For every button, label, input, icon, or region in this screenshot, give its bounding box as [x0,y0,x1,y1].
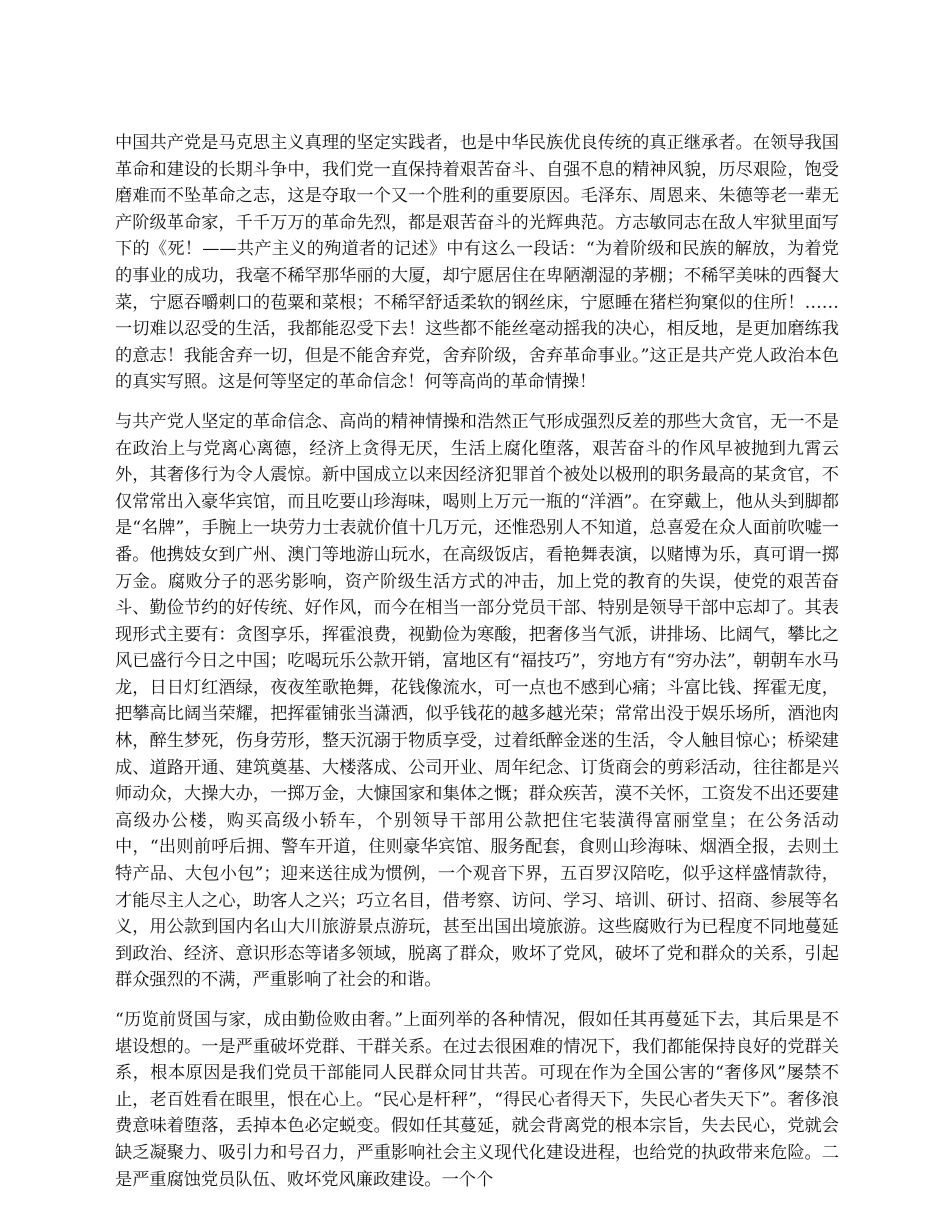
paragraph-2: 与共产党人坚定的革命信念、高尚的精神情操和浩然正气形成强烈反差的那些大贪官，无一不是在政治上与党离心离德，经济上贪得无厌，生活上腐化堕落，艰苦奋斗的作风早被抛到九霄云外，其奢侈行为令人震惊。新中国成立以来因经济犯罪首个被处以极刑的职务最高的某贪官，不仅常常出入豪华宾馆，而且吃要山珍海味，喝则上万元一瓶的“洋酒”。在穿戴上，他从头到脚都是“名牌”，手腕上一块劳力士表就价值十几万元，还惟恐别人不知道，总喜爱在众人面前吹嘘一番。他携妓女到广州、澳门等地游山玩水，在高级饭店，看艳舞表演，以赌博为乐，真可谓一掷万金。腐败分子的恶劣影响，资产阶级生活方式的冲击，加上党的教育的失误，使党的艰苦奋斗、勤俭节约的好传统、好作风，而今在相当一部分党员干部、特别是领导干部中忘却了。其表现形式主要有：贪图享乐，挥霍浪费，视勤俭为寒酸，把奢侈当气派，讲排场、比阔气，攀比之风已盛行今日之中国；吃喝玩乐公款开销，富地区有“福技巧”，穷地方有“穷办法”，朝朝车水马龙，日日灯红酒绿，夜夜笙歌艳舞，花钱像流水，可一点也不感到心痛；斗富比钱、挥霍无度，把攀高比阔当荣耀，把挥霍铺张当潇洒，似乎钱花的越多越光荣；常常出没于娱乐场所，酒池肉林，醉生梦死，伤身劳形，整天沉溺于物质享受，过着纸醉金迷的生活，令人触目惊心；桥梁建成、道路开通、建筑奠基、大楼落成、公司开业、周年纪念、订货商会的剪彩活动，往往都是兴师动众，大操大办，一掷万金，大慷国家和集体之慨；群众疾苦，漠不关怀，工资发不出还要建高级办公楼，购买高级小轿车，个别领导干部用公款把住宅装潢得富丽堂皇；在公务活动中，“出则前呼后拥、警车开道，住则豪华宾馆、服务配套，食则山珍海味、烟酒全报，去则土特产品、大包小包”；迎来送往成为惯例，一个观音下界，五百罗汉陪吃，似乎这样盛情款待，才能尽主人之心，助客人之兴；巧立名目，借考察、访问、学习、培训、研讨、招商、参展等名义，用公款到国内名山大川旅游景点游玩，甚至出国出境旅游。这些腐败行为已程度不同地蔓延到政治、经济、意识形态等诸多领域，脱离了群众，败坏了党风，破坏了党和群众的关系，引起群众强烈的不满，严重影响了社会的和谐。 [115,411,839,991]
paragraph-3: “历览前贤国与家，成由勤俭败由奢。”上面列举的各种情况，假如任其再蔓延下去，其后果是不堪设想的。一是严重破坏党群、干群关系。在过去很困难的情况下，我们都能保持良好的党群关系，根本原因是我们党员干部能同人民群众同甘共苦。可现在作为全国公害的“奢侈风”屡禁不止，老百姓看在眼里，恨在心上。“民心是杆秤”，“得民心者得天下，失民心者失天下”。奢侈浪费意味着堕落，丢掉本色必定蜕变。假如任其蔓延，就会背离党的根本宗旨，失去民心，党就会缺乏凝聚力、吸引力和号召力，严重影响社会主义现代化建设进程，也给党的执政带来危险。二是严重腐蚀党员队伍、败坏党风廉政建设。一个个 [115,1010,839,1190]
document-body [115,130,839,1206]
paragraph-1: 中国共产党是马克思主义真理的坚定实践者，也是中华民族优良传统的真正继承者。在领导我国革命和建设的长期斗争中，我们党一直保持着艰苦奋斗、自强不息的精神风貌，历尽艰险，饱受磨难而不坠革命之志，这是夺取一个又一个胜利的重要原因。毛泽东、周恩来、朱德等老一辈无产阶级革命家，千千万万的革命先烈，都是艰苦奋斗的光辉典范。方志敏同志在敌人牢狱里面写下的《死！——共产主义的殉道者的记述》中有这么一段话：“为着阶级和民族的解放，为着党的事业的成功，我毫不稀罕那华丽的大厦，却宁愿居住在卑陋潮湿的茅棚；不稀罕美味的西餐大菜，宁愿吞嚼刺口的苞粟和菜根；不稀罕舒适柔软的钢丝床，宁愿睡在猪栏狗窠似的住所！……一切难以忍受的生活，我都能忍受下去！这些都不能丝毫动摇我的决心，相反地，是更加磨练我的意志！我能舍弃一切，但是不能舍弃党，舍弃阶级，舍弃革命事业。”这正是共产党人政治本色的真实写照。这是何等坚定的革命信念！何等高尚的革命情操！ [115,133,839,393]
